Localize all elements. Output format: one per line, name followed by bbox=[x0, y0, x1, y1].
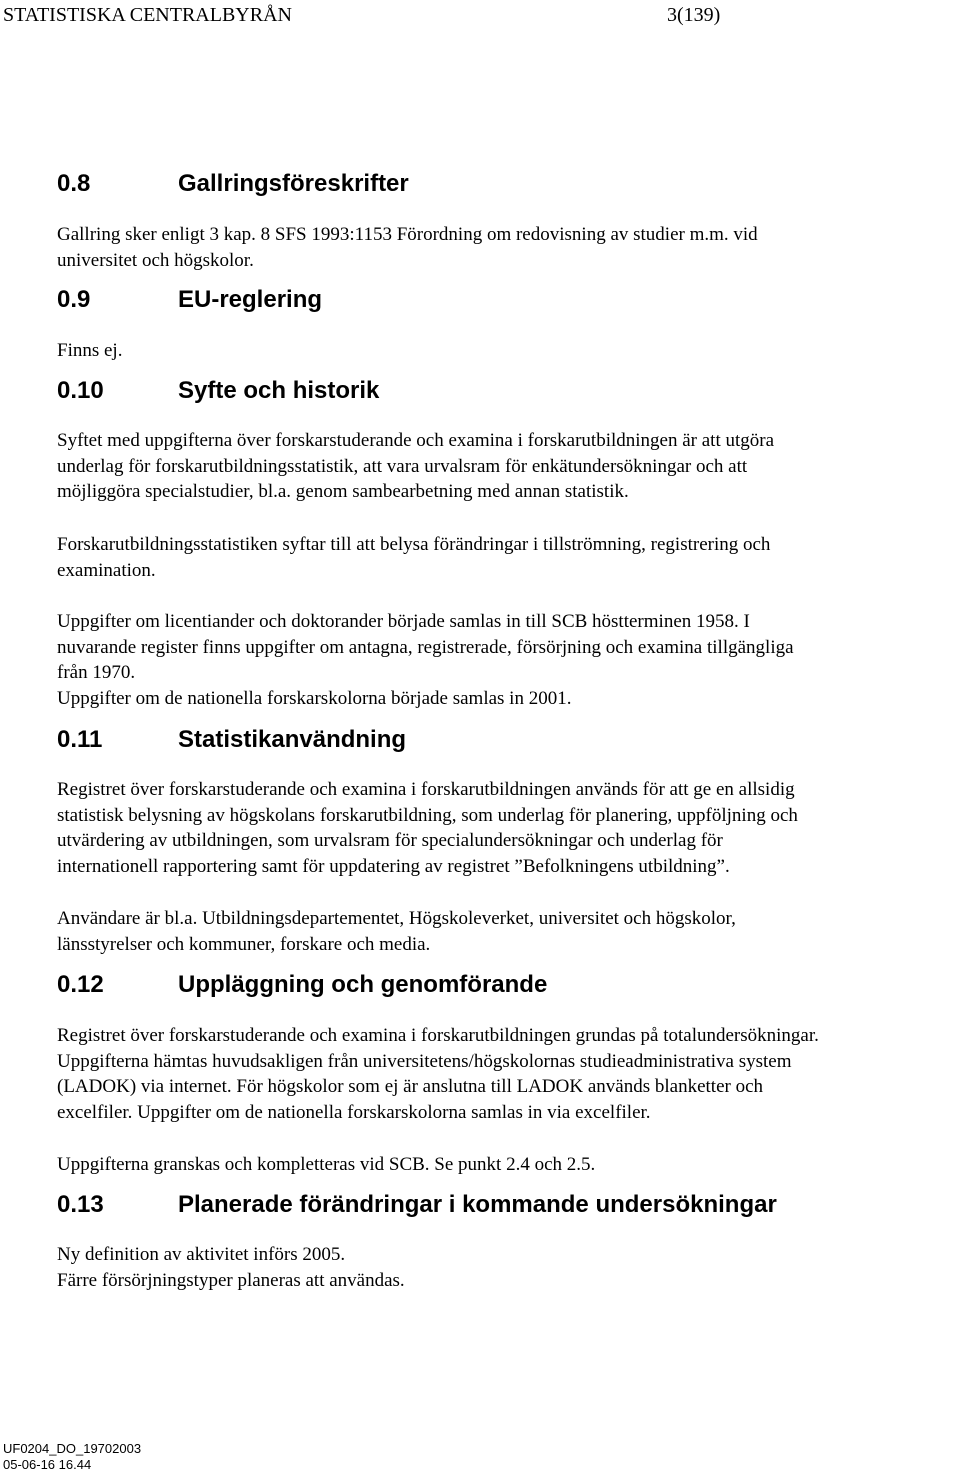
text-line: Registret över forskarstuderande och examina i forskarutbildningen grundas på totalundersökningar. bbox=[57, 1025, 819, 1046]
text-line: nuvarande register finns uppgifter om antagna, registrerade, försörjning och examina tillgängliga bbox=[57, 636, 794, 658]
text-line: Användare är bl.a. Utbildningsdepartementet, Högskoleverket, universitet och högskolor, bbox=[57, 908, 736, 929]
text-line: Ny definition av aktivitet införs 2005. bbox=[57, 1244, 346, 1265]
text-line: internationell rapportering samt för uppdatering av registret ”Befolkningens utbildning”. bbox=[57, 855, 730, 877]
section-number: 0.12 bbox=[57, 971, 104, 998]
paragraph bbox=[57, 777, 960, 879]
text-line: utvärdering av utbildningen, som urvalsram för specialundersökningar och underlag för bbox=[57, 830, 723, 852]
text-line: Gallring sker enligt 3 kap. 8 SFS 1993:1153 Förordning om redovisning av studier m.m. vid bbox=[57, 224, 758, 245]
text-line: Syftet med uppgifterna över forskarstuderande och examina i forskarutbildningen är att utgöra bbox=[57, 430, 775, 451]
text-line: länsstyrelser och kommuner, forskare och media. bbox=[57, 933, 431, 955]
organization-name: STATISTISKA CENTRALBYRÅN bbox=[3, 4, 292, 26]
text-line: Forskarutbildningsstatistiken syftar till att belysa förändringar i tillströmning, registrering och bbox=[57, 534, 771, 555]
section-title: EU-reglering bbox=[178, 286, 323, 313]
text-line: Uppgifterna hämtas huvudsakligen från universitetens/högskolornas studieadministrativa system bbox=[57, 1050, 792, 1072]
section-title: Gallringsföreskrifter bbox=[178, 170, 409, 197]
paragraph bbox=[57, 1242, 960, 1293]
section-number: 0.8 bbox=[57, 170, 91, 197]
text-line: universitet och högskolor. bbox=[57, 249, 254, 271]
paragraph bbox=[57, 1152, 960, 1178]
text-line: Finns ej. bbox=[57, 340, 123, 361]
paragraph bbox=[57, 428, 960, 505]
paragraph bbox=[57, 222, 960, 273]
text-line: excelfiler. Uppgifter om de nationella forskarskolorna samlas in via excelfiler. bbox=[57, 1101, 651, 1123]
section-number: 0.10 bbox=[57, 377, 104, 404]
text-line: från 1970. bbox=[57, 662, 136, 684]
paragraph bbox=[57, 906, 960, 957]
page-number: 3(139) bbox=[667, 4, 721, 26]
paragraph bbox=[57, 532, 960, 583]
text-line: underlag för forskarutbildningsstatistik, att vara urvalsram för enkätundersökningar och att bbox=[57, 455, 748, 477]
paragraph bbox=[57, 1023, 960, 1125]
text-line: Färre försörjningstyper planeras att användas. bbox=[57, 1269, 405, 1291]
text-line: (LADOK) via internet. För högskolor som ej är anslutna till LADOK används blanketter och bbox=[57, 1076, 764, 1098]
section-number: 0.13 bbox=[57, 1191, 104, 1218]
text-line: Uppgifter om licentiander och doktorander började samlas in till SCB höstterminen 1958. I bbox=[57, 611, 750, 632]
document-code: UF0204_DO_19702003 bbox=[3, 1441, 142, 1456]
paragraph bbox=[57, 338, 960, 364]
section-title: Syfte och historik bbox=[178, 377, 380, 404]
text-line: Uppgifter om de nationella forskarskolorna började samlas in 2001. bbox=[57, 687, 572, 709]
text-line: möjliggöra specialstudier, bl.a. genom sambearbetning med annan statistik. bbox=[57, 481, 629, 503]
section-title: Uppläggning och genomförande bbox=[178, 971, 548, 998]
section-number: 0.9 bbox=[57, 286, 91, 313]
text-line: statistisk belysning av högskolans forskarutbildning, som underlag för planering, uppföljning och bbox=[57, 804, 798, 826]
text-line: examination. bbox=[57, 559, 156, 581]
section-title: Statistikanvändning bbox=[178, 726, 407, 753]
text-line: Uppgifterna granskas och kompletteras vid SCB. Se punkt 2.4 och 2.5. bbox=[57, 1154, 596, 1175]
document-date: 05-06-16 16.44 bbox=[3, 1457, 92, 1472]
text-line: Registret över forskarstuderande och examina i forskarutbildningen används för att ge en allsidig bbox=[57, 779, 795, 800]
section-title: Planerade förändringar i kommande undersökningar bbox=[178, 1191, 777, 1218]
section-number: 0.11 bbox=[57, 726, 103, 753]
paragraph bbox=[57, 609, 960, 711]
